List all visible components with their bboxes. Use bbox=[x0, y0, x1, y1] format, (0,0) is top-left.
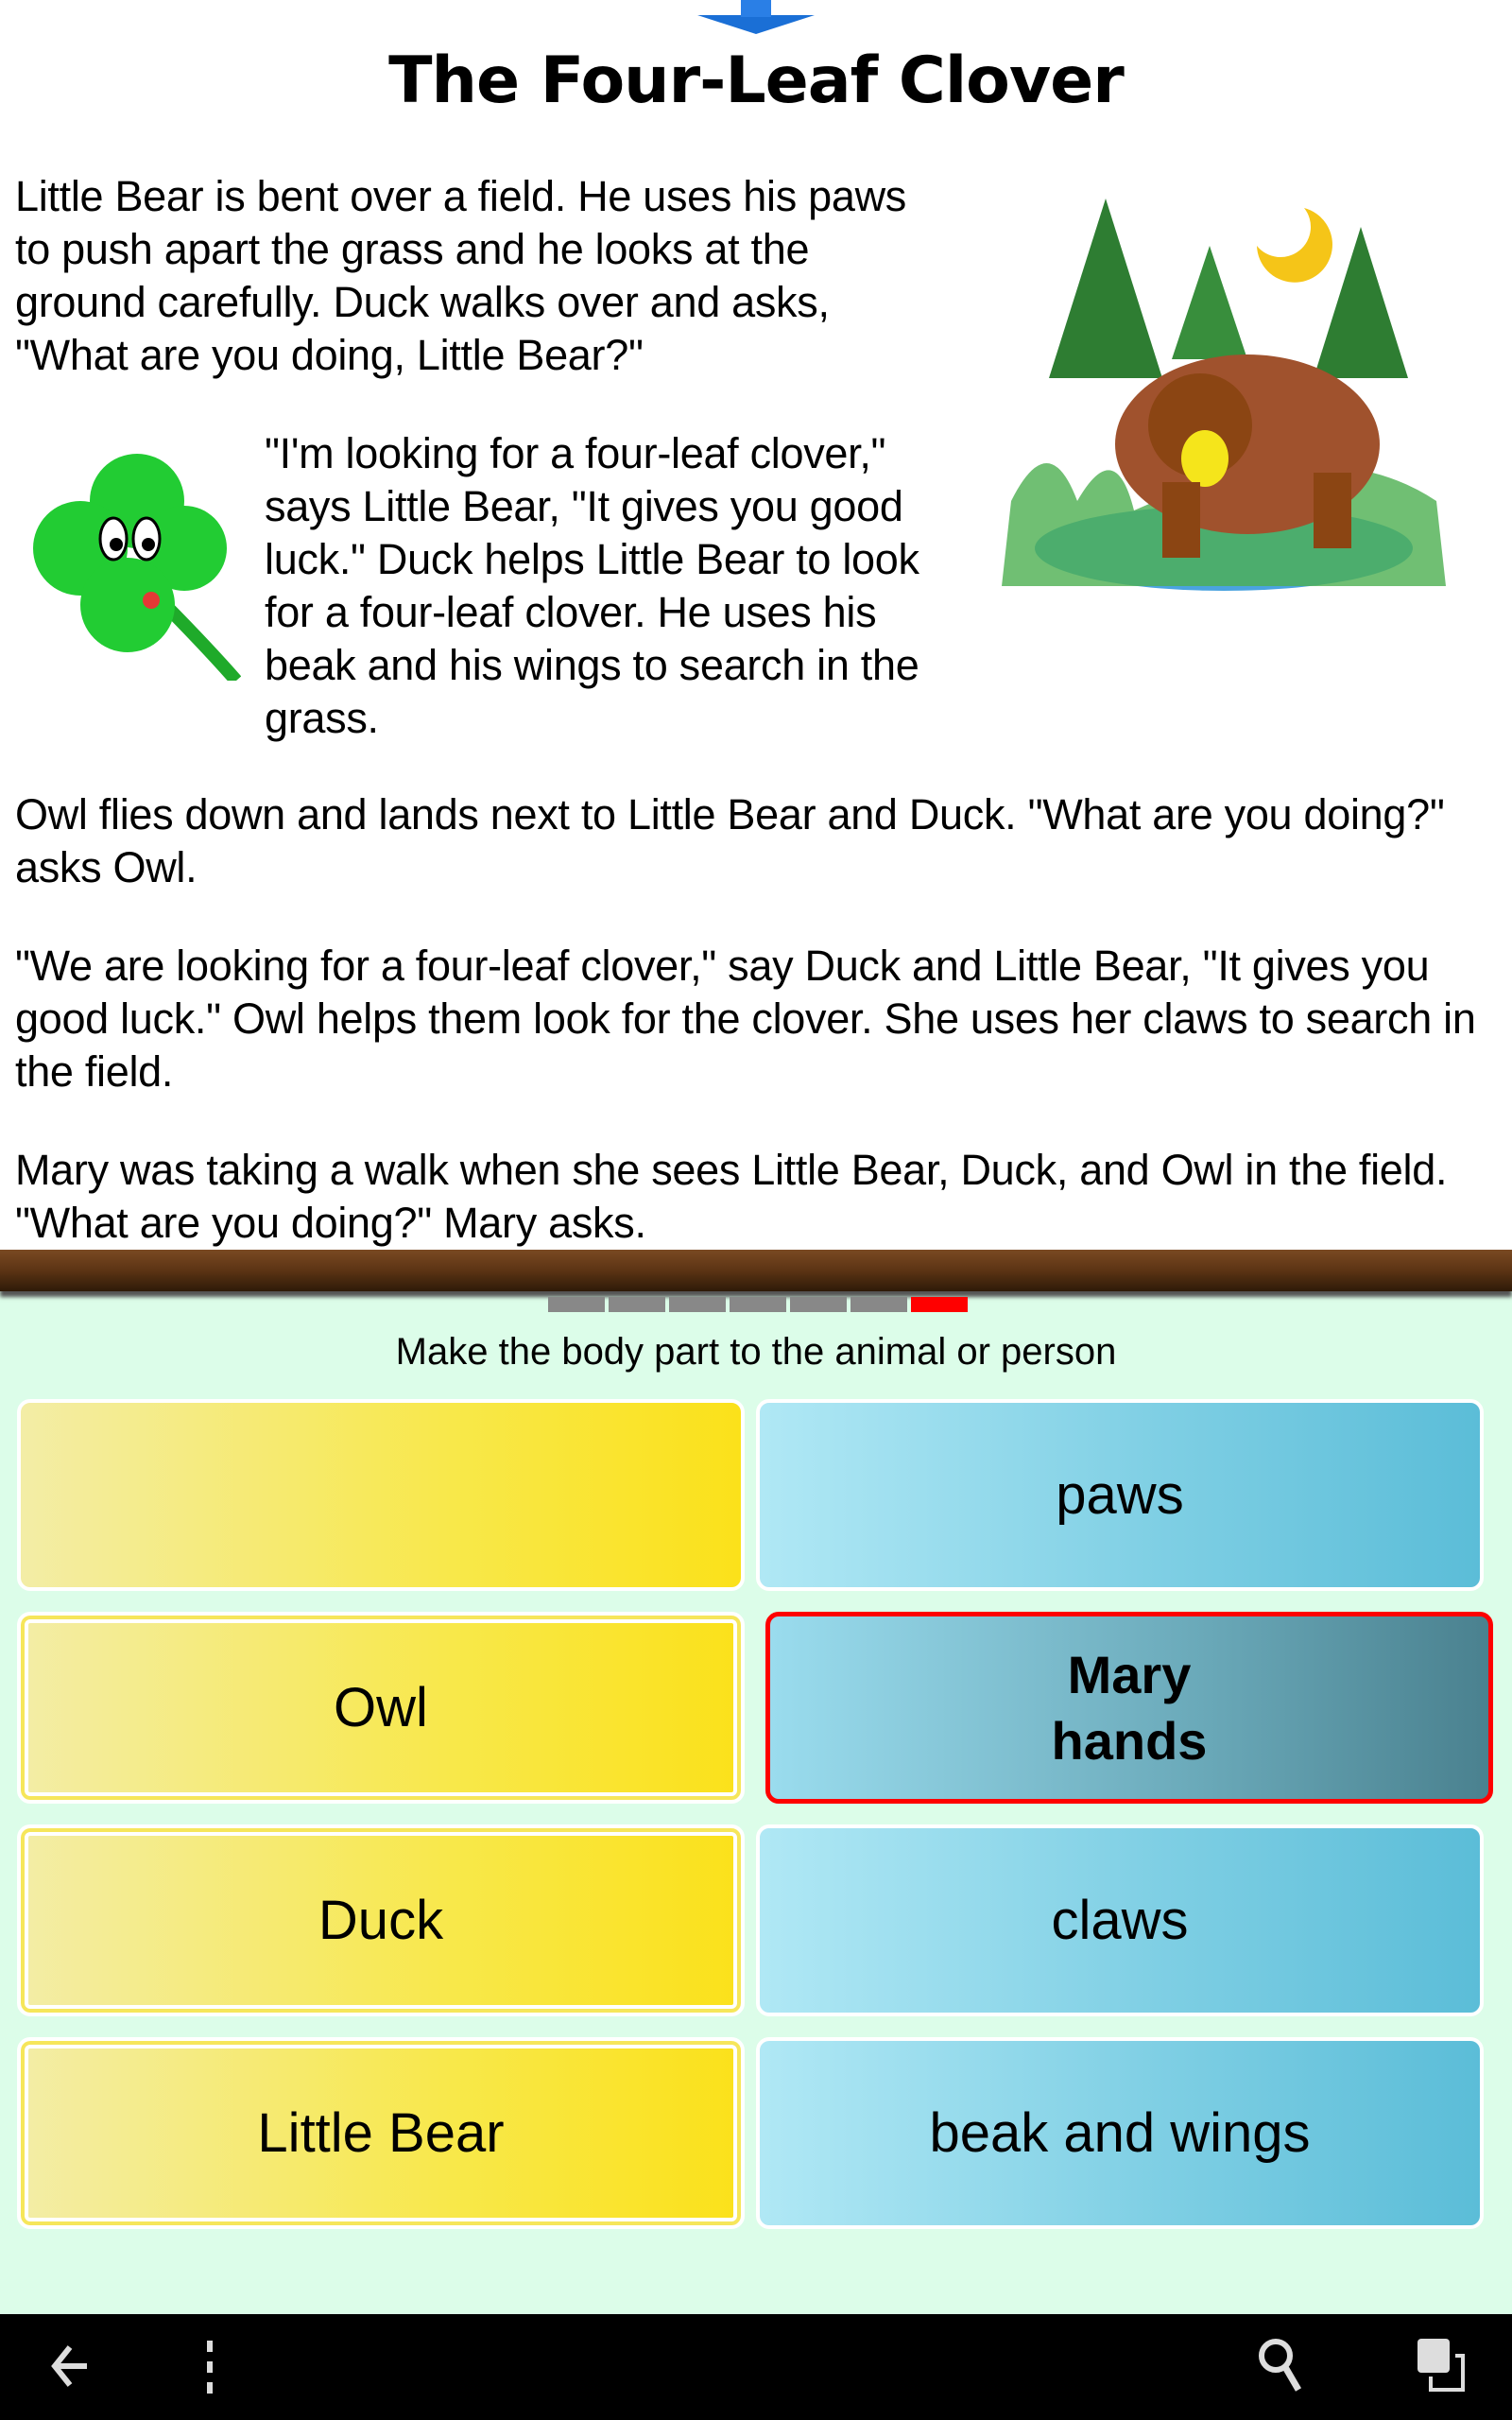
bear-illustration bbox=[992, 189, 1455, 629]
paragraph-3: Owl flies down and lands next to Little Bear and Duck. "What are you doing?" asks Owl. bbox=[15, 790, 1445, 891]
left-card-owl[interactable]: Owl bbox=[17, 1612, 745, 1804]
right-card-beak-and-wings[interactable]: beak and wings bbox=[756, 2037, 1484, 2229]
left-card-little-bear[interactable]: Little Bear bbox=[17, 2037, 745, 2229]
scroll-down-arrow-icon[interactable] bbox=[697, 0, 815, 34]
paragraph-5: Mary was taking a walk when she sees Little Bear, Duck, and Owl in the field. "What are you doing?" Mary asks. bbox=[15, 1146, 1448, 1247]
right-card-mary-hands-selected[interactable]: Mary hands bbox=[765, 1612, 1493, 1804]
story-title: The Four-Leaf Clover bbox=[388, 43, 1124, 118]
search-icon[interactable] bbox=[1257, 2337, 1304, 2394]
navigation-bar bbox=[0, 2314, 1512, 2420]
back-icon[interactable] bbox=[49, 2342, 91, 2390]
quiz-instruction: Make the body part to the animal or person bbox=[395, 1331, 1117, 1373]
progress-step-current bbox=[911, 1297, 968, 1312]
progress-step bbox=[548, 1297, 605, 1312]
left-card-empty[interactable] bbox=[17, 1399, 745, 1591]
progress-indicator bbox=[548, 1297, 968, 1312]
panel-divider[interactable] bbox=[0, 1250, 1512, 1291]
right-card-paws[interactable]: paws bbox=[756, 1399, 1484, 1591]
right-card-claws[interactable]: claws bbox=[756, 1824, 1484, 2016]
paragraph-1: Little Bear is bent over a field. He uses his paws to push apart the grass and he looks at the ground carefully. Duck walks over and asks, "What are you doing, Little Bear?" bbox=[15, 172, 906, 379]
clover-illustration bbox=[33, 444, 241, 681]
progress-step bbox=[850, 1297, 907, 1312]
menu-icon[interactable] bbox=[204, 2341, 215, 2394]
progress-step bbox=[730, 1297, 786, 1312]
paragraph-2: "I'm looking for a four-leaf clover," says Little Bear, "It gives you good luck." Duck helps Little Bear to look for a four-leaf clover. He uses his beak and his wings to search in the grass. bbox=[265, 429, 919, 742]
paragraph-4: "We are looking for a four-leaf clover," say Duck and Little Bear, "It gives you good luck." Owl helps them look for the clover. She uses her claws to search in the field. bbox=[15, 942, 1476, 1096]
recent-apps-icon[interactable] bbox=[1414, 2337, 1467, 2394]
progress-step bbox=[609, 1297, 665, 1312]
left-card-duck[interactable]: Duck bbox=[17, 1824, 745, 2016]
progress-step bbox=[790, 1297, 847, 1312]
progress-step bbox=[669, 1297, 726, 1312]
